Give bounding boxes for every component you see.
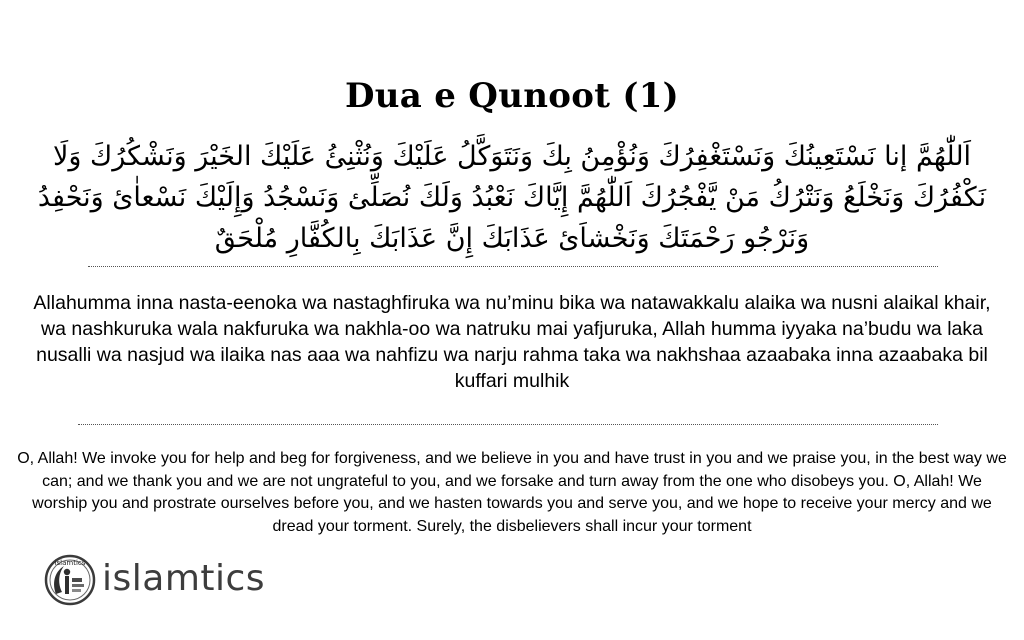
dotted-divider-top [88, 266, 938, 267]
page-title: Dua e Qunoot (1) [344, 76, 680, 116]
english-translation-text: O, Allah! We invoke you for help and beg for forgiveness, and we believe in you and have trust in you and we praise you, in the best way we can; and we thank you and we are not ungrateful to you, and we forsake and turn away from the one who disobeys you. O, Allah! We worship you and prostrate ourselves before you, and we hasten towards you and serve you, and we hope to receive your mercy and we dread your torment. Surely, the disbelievers shall incur your torment [17, 450, 1007, 535]
seal-text: islamtics [54, 559, 86, 567]
logo-word-part2: tics [200, 558, 266, 599]
logo-word-part1: islam [102, 558, 201, 599]
transliteration-text: Allahumma inna nasta-eenoka wa nastaghfiruka wa nu’minu bika wa natawakkalu alaika wa nusni alaikal khair, wa nashkuruka wala nakfuruka wa nakhla-oo wa natruku mai yafjuruka, Allah humma iyyaka na’budu wa laka nusalli wa nasjud wa ilaika nas aaa wa nahfizu wa narju rahma taka wa nakhshaa azaabaka inna azaabaka bil kuffari mulhik [33, 292, 991, 392]
logo-wordmark [102, 556, 265, 602]
dotted-divider-bottom [78, 424, 938, 425]
arabic-dua-text: اَللّٰهُمَّ إنا نَسْتَعِينُكَ وَنَسْتَغْفِرُكَ وَنُؤْمِنُ بِكَ وَنَتَوَكَّلُ عَلَيْكَ وَنُثْنِئُ عَلَيْكَ الخَيْرَ وَنَشْكُرُكَ وَلَا نَكْفُرُكَ وَنَخْلَعُ وَنَتْرُكُ مَنْ يَّفْجُرُكَ اَللّٰهُمَّ إِيَّاكَ نَعْبُدُ وَلَكَ نُصَلِّئ وَنَسْجُدُ وَإِلَيْكَ نَسْعاٰئ وَنَحْفِدُ وَنَرْجُو رَحْمَتَكَ وَنَخْشاَئ عَذَابَكَ إِنَّ عَذَابَكَ بِالكُفَّارِ مُلْحَقٌ [37, 141, 987, 254]
islamtics-logo [44, 552, 284, 612]
islamtics-seal-icon [44, 554, 96, 606]
